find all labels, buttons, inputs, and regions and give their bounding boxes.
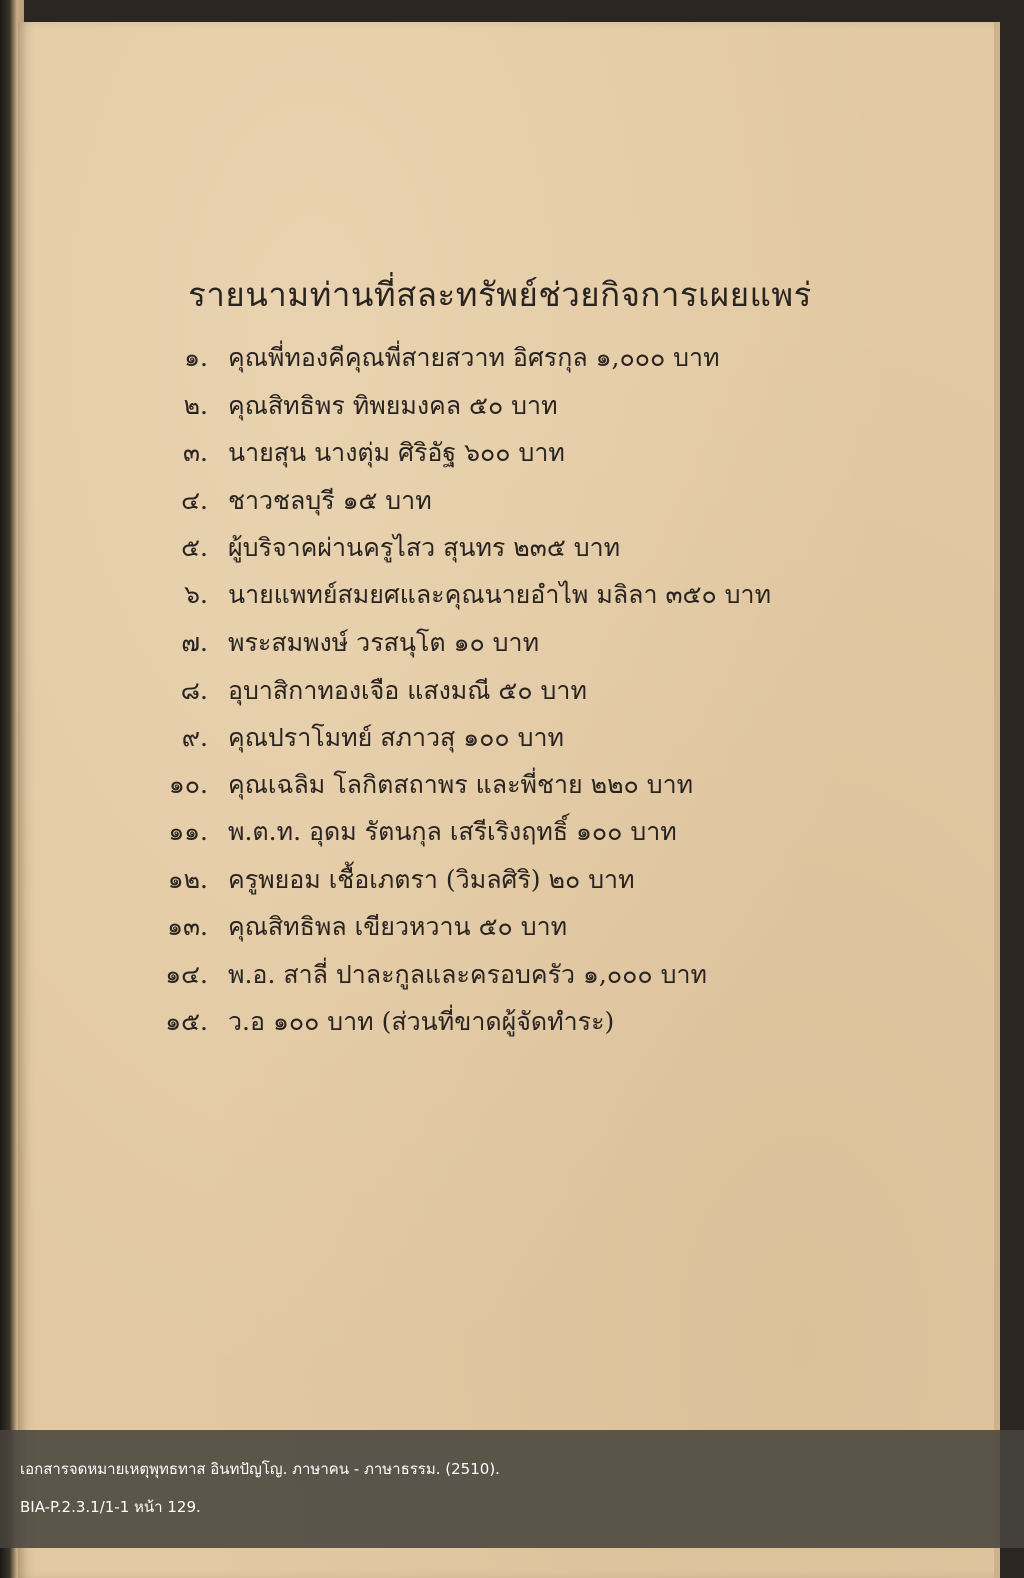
entry-number: ๘. xyxy=(180,676,208,705)
entry-text: คุณสิทธิพล เขียวหวาน ๕๐ บาท xyxy=(228,912,568,941)
entry-number: ๙. xyxy=(181,723,208,752)
caption-reference: BIA-P.2.3.1/1-1 หน้า 129. xyxy=(20,1498,201,1516)
entry-text: คุณสิทธิพร ทิพยมงคล ๕๐ บาท xyxy=(228,391,558,420)
entry-text: พ.อ. สาลี่ ปาละกูลและครอบครัว ๑,๐๐๐ บาท xyxy=(228,960,707,989)
entry-text: ครูพยอม เชื้อเภตรา (วิมลศิริ) ๒๐ บาท xyxy=(228,865,635,894)
entry-text: นายแพทย์สมยศและคุณนายอำไพ มลิลา ๓๕๐ บาท xyxy=(228,580,772,609)
archive-caption xyxy=(0,1430,1024,1548)
entry-number: ๑๕. xyxy=(165,1007,208,1036)
entry-number: ๖. xyxy=(184,580,208,609)
entry-text: คุณปราโมทย์ สภาวสุ ๑๐๐ บาท xyxy=(228,723,564,752)
entry-number: ๒. xyxy=(183,391,208,420)
entry-text: พระสมพงษ์ วรสนุโต ๑๐ บาท xyxy=(228,628,540,657)
entry-number: ๗. xyxy=(181,628,208,657)
entry-number: ๕. xyxy=(181,533,208,562)
entry-text: ผู้บริจาคผ่านครูไสว สุนทร ๒๓๕ บาท xyxy=(228,533,621,562)
entry-text: อุบาสิกาทองเจือ แสงมณี ๕๐ บาท xyxy=(228,676,587,705)
entry-number: ๑๒. xyxy=(167,865,208,894)
entry-text: คุณพี่ทองคีคุณพี่สายสวาท อิศรกุล ๑,๐๐๐ บาท xyxy=(228,343,720,372)
caption-citation: เอกสารจดหมายเหตุพุทธทาส อินทปัญโญ. ภาษาคน - ภาษาธรรม. (2510). xyxy=(20,1460,500,1478)
page-title: รายนามท่านที่สละทรัพย์ช่วยกิจการเผยแพร่ xyxy=(188,275,812,314)
entry-number: ๑. xyxy=(184,343,208,372)
entry-text: คุณเฉลิม โลกิตสถาพร และพี่ชาย ๒๒๐ บาท xyxy=(228,770,694,799)
entry-number: ๑๓. xyxy=(167,912,208,941)
entry-text: พ.ต.ท. อุดม รัตนกุล เสรีเริงฤทธิ์ ๑๐๐ บาท xyxy=(228,817,677,846)
entry-text: ว.อ ๑๐๐ บาท (ส่วนที่ขาดผู้จัดทำระ) xyxy=(228,1007,615,1036)
entry-text: นายสุน นางตุ่ม ศิริอัฐ ๖๐๐ บาท xyxy=(228,438,565,467)
entry-number: ๔. xyxy=(181,486,208,515)
entry-number: ๑๑. xyxy=(168,817,208,846)
entry-number: ๓. xyxy=(182,438,208,467)
entry-number: ๑๐. xyxy=(168,770,208,799)
entry-number: ๑๔. xyxy=(165,960,208,989)
entry-text: ชาวชลบุรี ๑๕ บาท xyxy=(228,486,432,515)
page-edge xyxy=(994,22,1000,1578)
